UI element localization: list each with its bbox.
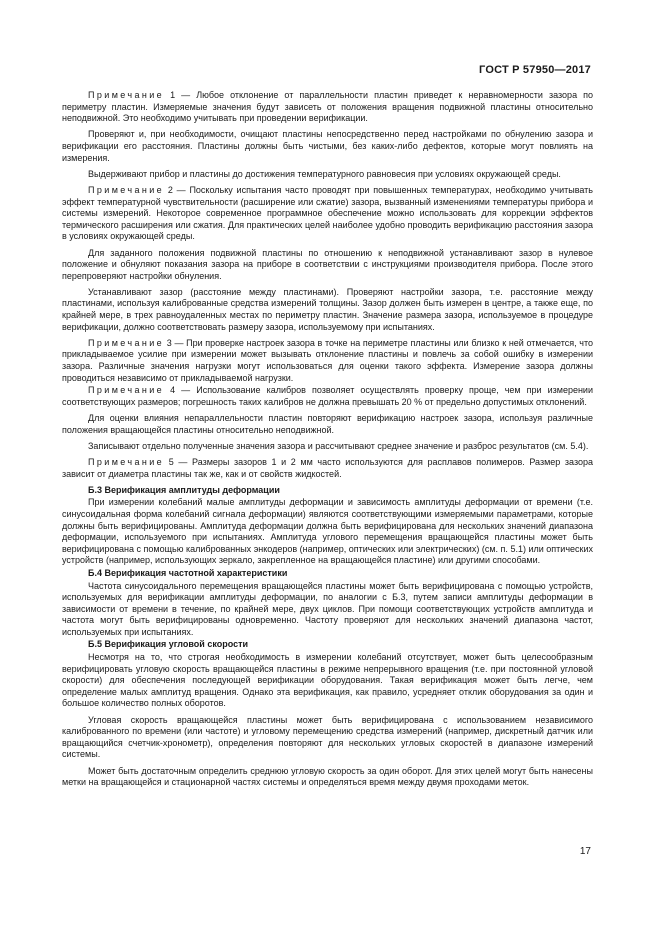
paragraph: Для заданного положения подвижной пластины по отношению к неподвижной устанавливают зазор в нулевое положение и обнуляют показания зазора на приборе в соответствии с инструкциями производителя прибора. После этого перепроверяют настройки обнуления. [62, 247, 593, 281]
note-text: 4 — Использование калибров позволяет осуществлять проверку проще, чем при измерении соответствующих размеров; погрешность таких калибров не должна превышать 20 % от предельно допустимых отклонений. [62, 385, 593, 407]
paragraph: Записывают отдельно полученные значения зазора и рассчитывают среднее значение и разброс результатов (см. 5.4). [88, 440, 589, 451]
page-number: 17 [579, 846, 591, 857]
section-heading-b4: Б.4 Верификация частотной характеристики [88, 567, 288, 578]
paragraph: Для оценки влияния непараллельности пластин повторяют верификацию настроек зазора, используя различные положения вращающейся пластины относительно неподвижной. [62, 413, 593, 435]
note-text: 3 — При проверке настроек зазора в точке на периметре пластины или близко к ней отмечается, что прикладываемое усилие при измерении может вызывать отклонение пластины и повлечь за собой ошибку в измерении зазора. Различные значения нагрузки могут использоваться для оценки такого эффекта. Измерение зазора должны проводиться независимо от прикладываемой нагрузки. [62, 337, 593, 383]
paragraph: Несмотря на то, что строгая необходимость в измерении колебаний отсутствует, может быть целесообразным верифицировать угловую скорость вращающейся пластины в режиме непрерывного вращения (т.е. при постоянной угловой скорости) для обеспечения последующей верификации оборудования. Такая верификация может быть легче, чем определение малых амплитуд вращения. Однако эта верификация, как правило, усредняет отклик оборудования за один и большое количество полных оборотов. [62, 652, 593, 709]
note-1 [62, 90, 593, 125]
paragraph: Частота синусоидального перемещения вращающейся пластины может быть верифицирована с помощью устройств, используемых для верификации амплитуды деформации, по аналогии с Б.3, путем записи амплитуды деформации в зависимости от времени в течение, по крайней мере, двух циклов. При помощи соответствующих устройств амплитуда и частота могут быть верифицированы одновременно. Частоту проверяют для нескольких значений диапазона частот, используемых при испытаниях. [62, 580, 593, 637]
section-heading-b3: Б.3 Верификация амплитуды деформации [88, 484, 280, 495]
note-label: Примечание [88, 385, 165, 396]
paragraph: При измерении колебаний малые амплитуды деформации и зависимость амплитуды деформации от времени (т.е. синусоидальная форма колебаний сигнала деформации) являются соответствующими измеряемыми параметрами, которые должны быть верифицированы. Амплитуда деформации должна быть верифицирована для нескольких значений диапазона деформации, используемого при испытаниях. Амплитуда углового перемещения вращающейся пластины может быть верифицирована с помощью калиброванных энкодеров (например, оптических или электрических) (см. п. 5.1) или оптических устройств (например, использующих зеркало, закрепленное на вращающейся пластине) или другими способами. [62, 497, 593, 566]
note-text: 5 — Размеры зазоров 1 и 2 мм часто используются для расплавов полимеров. Размер зазора зависит от диаметра пластины так же, как и от свойств жидкостей. [62, 456, 593, 479]
paragraph: Угловая скорость вращающейся пластины может быть верифицирована с использованием независимого калиброванного по времени (или частоте) и угловому перемещению средства измерений (например, дискретный датчик или вращающийся счетчик-хронометр), определения повторяют для нескольких угловых скоростей в диапазоне измерений системы. [62, 714, 593, 760]
note-label: Примечание [88, 337, 165, 348]
document-code: ГОСТ Р 57950—2017 [479, 64, 591, 76]
note-label: Примечание [88, 90, 165, 100]
note-label: Примечание [88, 184, 165, 195]
note-5 [62, 457, 593, 480]
note-4 [62, 385, 593, 408]
note-text: 2 — Поскольку испытания часто проводят при повышенных температурах, необходимо учитывать эффект температурной чувствительности (расширение или сжатие) зазора, вызванный изменениями температуры прибора и системы измерений. Некоторое современное программное обеспечение можно использовать для коррекции эффектов термического расширения или сжатия. Для практических целей наиболее удобно проводить верификацию расстояния зазора в условиях окружающей среды. [62, 184, 593, 242]
note-text: 1 — Любое отклонение от параллельности пластин приведет к неравномерности зазора по периметру пластин. Измеряемые значения будут зависеть от положения вращения подвижной пластины относительно неподвижной. Это необходимо учитывать при проведении верификации. [62, 90, 593, 124]
note-label: Примечание [88, 456, 165, 467]
paragraph: Выдерживают прибор и пластины до достижения температурного равновесия при условиях окружающей среды. [88, 168, 561, 179]
paragraph: Может быть достаточным определить среднюю угловую скорость за один оборот. Для этих целей могут быть нанесены метки на вращающейся и стационарной частях системы и определяться время между двумя проходами меток. [62, 765, 593, 788]
paragraph: Устанавливают зазор (расстояние между пластинами). Проверяют настройки зазора, т.е. расстояние между пластинами, используя калиброванные средства измерений толщины. Зазор должен быть измерен в центре, а также еще, по крайней мере, в трех равноудаленных местах по периметру пластин. Значение размера зазора, используемое в процедуре верификации, должно соответствовать размеру зазора, используемому при испытаниях. [62, 286, 593, 332]
note-3 [62, 338, 593, 384]
page-body [62, 90, 593, 793]
paragraph: Проверяют и, при необходимости, очищают пластины непосредственно перед настройками по обнулению зазора и верификации его расстояния. Пластины должны быть чистыми, без каких-либо дефектов, которые могут повлиять на измерения. [62, 129, 593, 163]
section-heading-b5: Б.5 Верификация угловой скорости [88, 639, 249, 650]
note-2 [62, 185, 593, 243]
